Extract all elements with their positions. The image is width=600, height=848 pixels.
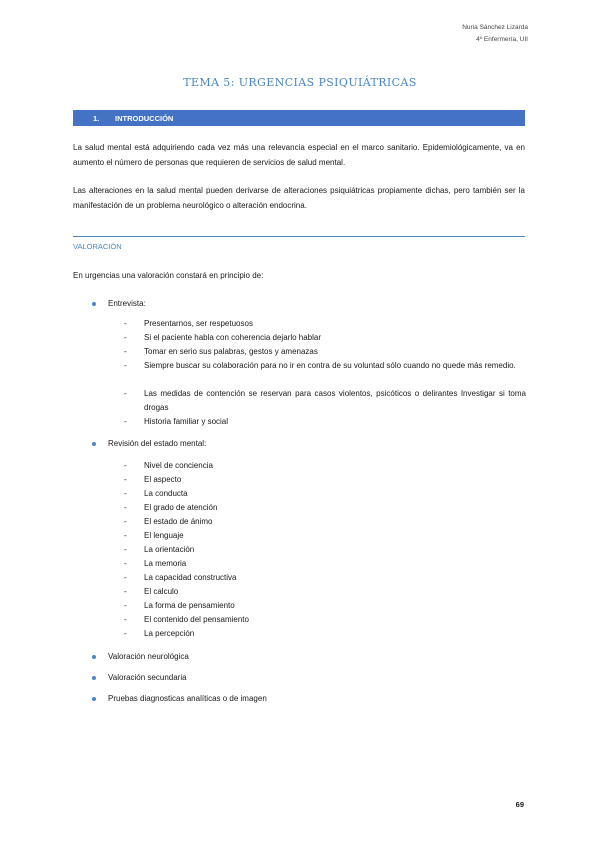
bullet-item [92, 438, 206, 450]
dash-marker: - [124, 559, 127, 568]
sub-item [124, 627, 526, 641]
sub-item [124, 387, 526, 415]
sub-item [124, 317, 526, 331]
sub-item [124, 585, 526, 599]
sub-item [124, 331, 526, 345]
dash-marker: - [124, 489, 127, 498]
sub-item [124, 529, 526, 543]
bullet-label: Revisión del estado mental: [108, 439, 207, 448]
sub-item [124, 571, 526, 585]
sub-item [124, 415, 526, 429]
bullet-item [92, 298, 146, 310]
sub-item [124, 487, 526, 501]
page-title: TEMA 5: URGENCIAS PSIQUIÁTRICAS [183, 76, 417, 89]
page-header [462, 22, 528, 46]
bullet-dot-icon [92, 676, 96, 680]
sub-item-text: El estado de ánimo [144, 517, 213, 526]
dash-marker: - [124, 417, 127, 426]
sub-item-text: La percepción [144, 629, 195, 638]
dash-marker: - [124, 461, 127, 470]
sub-item-text: Las medidas de contención se reservan para casos violentos, psicóticos o delirantes Investigar si toma drogas [144, 389, 526, 412]
bullet-label: Valoración neurológica [108, 652, 189, 661]
sub-item-text: Si el paciente habla con coherencia dejarlo hablar [144, 333, 322, 342]
dash-marker: - [124, 503, 127, 512]
paragraph-1: La salud mental está adquiriendo cada vez más una relevancia especial en el marco sanitario. Epidemiológicamente, va en aumento el número de personas que requieren de servicios de salud mental. [73, 143, 525, 167]
bullet-item [92, 651, 189, 663]
header-author: Nuria Sánchez Lizarda [462, 24, 528, 31]
bullet-dot-icon [92, 442, 96, 446]
dash-marker: - [124, 629, 127, 638]
sub-item [124, 501, 526, 515]
bullet-dot-icon [92, 655, 96, 659]
sub-item-text: Nivel de conciencia [144, 461, 213, 470]
sub-item-text: Tomar en serio sus palabras, gestos y amenazas [144, 347, 318, 356]
sub-item-text: El grado de atención [144, 503, 218, 512]
dash-marker: - [124, 333, 127, 342]
bullet-label: Pruebas diagnosticas analíticas o de imagen [108, 694, 267, 703]
sub-item-text: La conducta [144, 489, 188, 498]
sub-item-text: Siempre buscar su colaboración para no ir en contra de su voluntad sólo cuando no quede más remedio. [144, 361, 516, 370]
sub-item-text: La capacidad constructiva [144, 573, 237, 582]
sub-item [124, 515, 526, 529]
dash-marker: - [124, 475, 127, 484]
sub-item-text: Historia familiar y social [144, 417, 229, 426]
sub-item [124, 345, 526, 359]
bullet-item [92, 693, 267, 705]
sub-item [124, 599, 526, 613]
sub-item [124, 557, 526, 571]
sub-item-text: El aspecto [144, 475, 182, 484]
sub-item-text: El contenido del pensamiento [144, 615, 249, 624]
section-label: INTRODUCCIÓN [115, 113, 174, 123]
sub-item [124, 359, 526, 373]
sub-item-text: La memoria [144, 559, 187, 568]
sub-item-text: El calculo [144, 587, 179, 596]
sub-item-text: La forma de pensamiento [144, 601, 235, 610]
dash-marker: - [124, 319, 127, 328]
bullet-item [92, 672, 187, 684]
sub-item-text: El lenguaje [144, 531, 184, 540]
section-divider [73, 236, 525, 237]
section-number: 1. [93, 113, 100, 123]
sub-item-text: Presentarnos, ser respetuosos [144, 319, 253, 328]
dash-marker: - [124, 573, 127, 582]
dash-marker: - [124, 531, 127, 540]
bullet-dot-icon [92, 302, 96, 306]
sub-item [124, 473, 526, 487]
header-course: 4º Enfermería, UII [476, 36, 528, 43]
intro-text: En urgencias una valoración constará en principio de: [73, 271, 264, 280]
dash-marker: - [124, 545, 127, 554]
dash-marker: - [124, 601, 127, 610]
paragraph-2: Las alteraciones en la salud mental pueden derivarse de alteraciones psiquiátricas propiamente dichas, pero también ser la manifestación de un problema neurológico o alteración endocrina. [73, 186, 525, 210]
sub-item [124, 459, 526, 473]
sub-item [124, 543, 526, 557]
page-number: 69 [515, 800, 524, 809]
dash-marker: - [124, 615, 127, 624]
dash-marker: - [124, 361, 127, 370]
bullet-dot-icon [92, 697, 96, 701]
dash-marker: - [124, 587, 127, 596]
bullet-label: Entrevista: [108, 299, 146, 308]
sub-item-text: La orientación [144, 545, 195, 554]
dash-marker: - [124, 517, 127, 526]
subsection-title: VALORACIÓN [73, 242, 122, 251]
dash-marker: - [124, 347, 127, 356]
bullet-label: Valoración secundaria [108, 673, 187, 682]
dash-marker: - [124, 389, 127, 398]
section-heading [73, 110, 525, 126]
sub-item [124, 613, 526, 627]
